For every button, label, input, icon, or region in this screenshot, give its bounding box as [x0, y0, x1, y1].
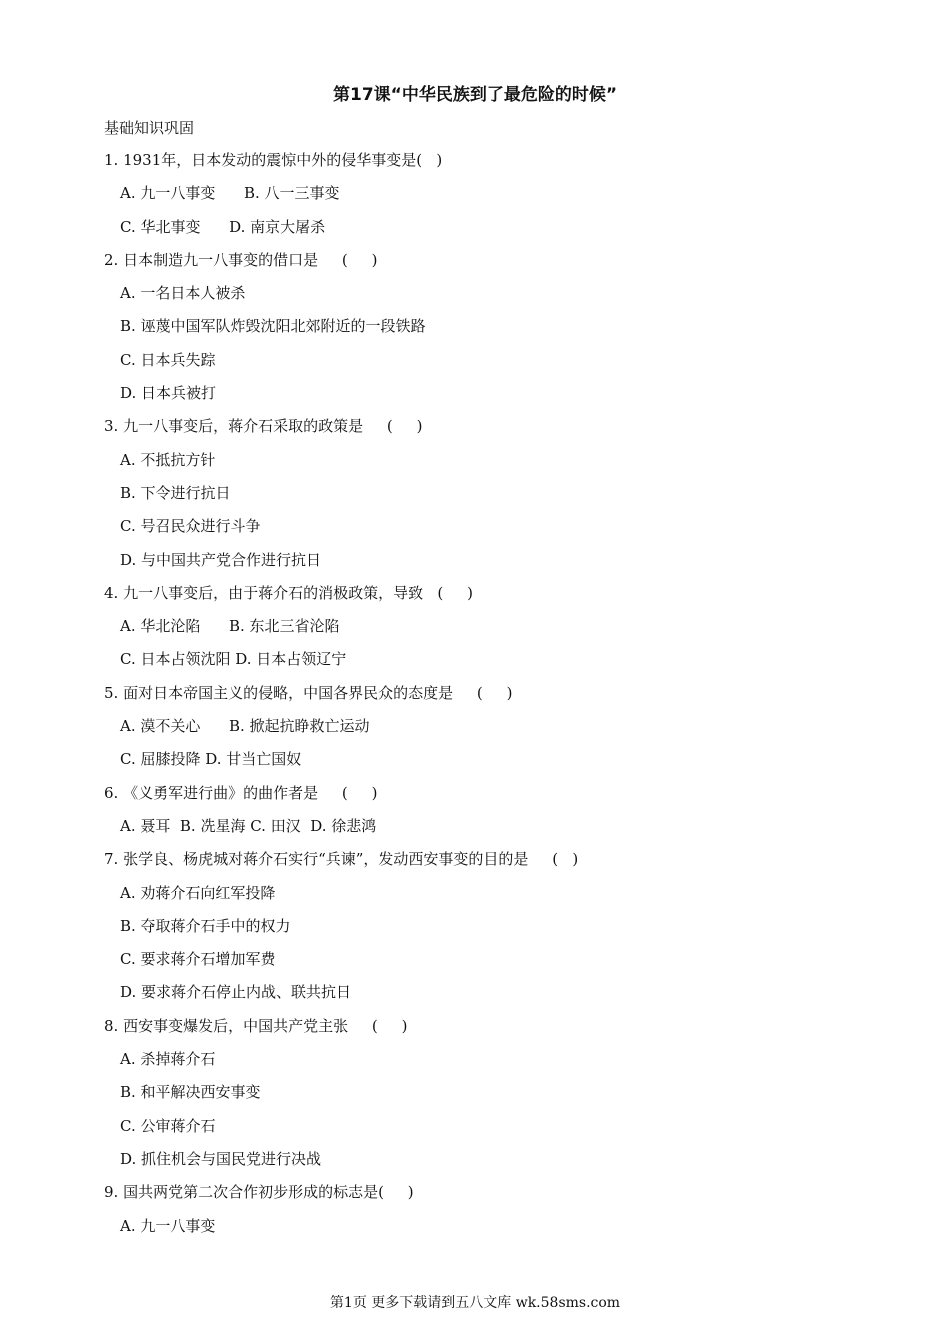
question-stem: 4. 九一八事变后，由于蒋介石的消极政策，导致 ( ) [104, 583, 473, 602]
answer-option: C. 华北事变 D. 南京大屠杀 [120, 217, 326, 236]
question-stem: 6. 《义勇军进行曲》的曲作者是 ( ) [104, 783, 378, 802]
answer-option: C. 号召民众进行斗争 [120, 517, 261, 536]
answer-option: A. 劝蒋介石向红军投降 [120, 883, 276, 902]
question-stem: 1. 1931年，日本发动的震惊中外的侵华事变是( ) [104, 151, 443, 169]
question-stem: 2. 日本制造九一八事变的借口是 ( ) [104, 250, 378, 269]
answer-option: B. 诬蔑中国军队炸毁沈阳北郊附近的一段铁路 [120, 317, 426, 336]
answer-option: C. 要求蒋介石增加军费 [120, 950, 276, 969]
answer-option: D. 要求蒋介石停止内战、联共抗日 [120, 983, 352, 1002]
answer-option: C. 屈膝投降 D. 甘当亡国奴 [120, 750, 302, 769]
answer-option: B. 下令进行抗日 [120, 483, 231, 502]
answer-option: A. 九一八事变 [120, 1216, 216, 1235]
answer-option: A. 漠不关心 B. 掀起抗睁救亡运动 [120, 717, 370, 736]
answer-option: D. 抓住机会与国民党进行决战 [120, 1149, 322, 1168]
question-stem: 5. 面对日本帝国主义的侵略，中国各界民众的态度是 ( ) [104, 683, 513, 702]
question-stem: 7. 张学良、杨虎城对蒋介石实行“兵谏”，发动西安事变的目的是 ( ) [104, 850, 579, 869]
answer-option: C. 公审蒋介石 [120, 1116, 216, 1135]
answer-option: A. 一名日本人被杀 [120, 284, 246, 303]
answer-option: C. 日本占领沈阳 D. 日本占领辽宁 [120, 650, 347, 669]
page-footer: 第1页 更多下载请到五八文库 wk.58sms.com [329, 1295, 621, 1311]
question-stem: 8. 西安事变爆发后，中国共产党主张 ( ) [104, 1016, 408, 1035]
answer-option: C. 日本兵失踪 [120, 350, 216, 369]
answer-option: A. 九一八事变 B. 八一三事变 [120, 184, 340, 203]
question-list [104, 148, 864, 1247]
answer-option: D. 与中国共产党合作进行抗日 [120, 550, 322, 569]
question-stem: 9. 国共两党第二次合作初步形成的标志是( ) [104, 1183, 414, 1202]
answer-option: A. 聂耳 B. 冼星海 C. 田汉 D. 徐悲鸿 [120, 816, 377, 835]
answer-option: D. 日本兵被打 [120, 384, 217, 403]
question-stem: 3. 九一八事变后，蒋介石采取的政策是 ( ) [104, 417, 423, 436]
answer-option: B. 夺取蒋介石手中的权力 [120, 916, 291, 935]
answer-option: A. 不抵抗方针 [120, 450, 216, 469]
page-title: 第17课“中华民族到了最危险的时候” [332, 85, 617, 105]
section-heading: 基础知识巩固 [104, 119, 195, 137]
answer-option: B. 和平解决西安事变 [120, 1083, 261, 1102]
answer-option: A. 华北沦陷 B. 东北三省沦陷 [120, 617, 340, 636]
answer-option: A. 杀掉蒋介石 [120, 1050, 216, 1069]
